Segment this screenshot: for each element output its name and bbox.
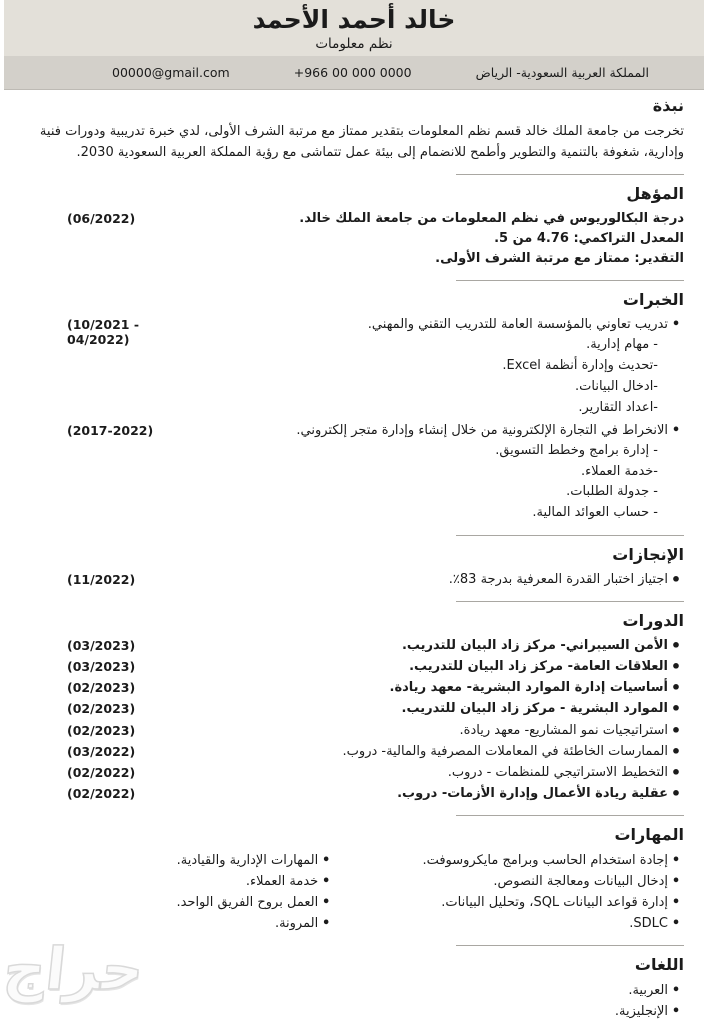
languages-list [24, 980, 684, 1022]
course-text: عقلية ريادة الأعمال وإدارة الأزمات- دروب. [397, 786, 668, 802]
course-item [24, 678, 684, 698]
qualification-grade: التقدير: ممتاز مع مرتبة الشرف الأولى. [435, 251, 684, 267]
courses-title: الدورات [622, 611, 684, 631]
bullet-icon: • [670, 699, 682, 719]
experience-entry [24, 421, 684, 524]
bullet-icon: • [671, 895, 681, 911]
experience-sub: -تحديث وإدارة أنظمة Excel. [502, 358, 658, 374]
list-item-text: إدخال البيانات ومعالجة النصوص. [493, 874, 668, 890]
list-item-text: الإنجليزية. [614, 1004, 668, 1020]
course-text: أساسيات إدارة الموارد البشرية- معهد ريادة. [389, 680, 668, 696]
experience-sub: - حساب العوائد المالية. [532, 505, 658, 521]
course-item [24, 763, 684, 783]
list-item-text: إدارة قواعد البيانات SQL، وتحليل البيانات. [441, 895, 668, 911]
achievement-item [24, 570, 684, 590]
qualification-title: المؤهل [626, 183, 684, 203]
section-summary [24, 96, 684, 163]
experience-sub: - مهام إدارية. [586, 337, 658, 353]
experience-sub: - جدولة الطلبات. [566, 484, 658, 500]
list-item [24, 1001, 684, 1022]
courses-list [24, 636, 684, 804]
experience-sub: -خدمة العملاء. [581, 463, 658, 479]
person-title: نظم معلومات [315, 35, 393, 52]
bullet-icon: • [671, 983, 681, 999]
person-name: خالد أحمد الأحمد [252, 5, 456, 34]
section-divider [456, 280, 684, 281]
course-date: (02/2023) [67, 701, 136, 717]
course-text: الموارد البشرية - مركز زاد البيان للتدريب. [401, 701, 668, 717]
bullet-icon: • [322, 916, 331, 932]
bullet-icon: • [670, 762, 682, 782]
list-item [24, 850, 334, 871]
course-item [24, 721, 684, 741]
section-languages [24, 955, 684, 1022]
bullet-icon: • [670, 741, 682, 761]
bullet-icon: • [670, 720, 682, 740]
contact-email: 00000@gmail.com [112, 64, 230, 80]
course-item [24, 636, 684, 656]
list-item-text: العمل بروح الفريق الواحد. [176, 895, 319, 911]
course-text: الممارسات الخاطئة في المعاملات المصرفية والمالية- دروب. [342, 743, 668, 759]
course-text: العلاقات العامة- مركز زاد البيان للتدريب. [409, 659, 668, 675]
qualification-degree: درجة البكالوريوس في نظم المعلومات من جامعة الملك خالد. [299, 210, 684, 226]
bullet-icon: • [671, 853, 681, 869]
course-text: التخطيط الاستراتيجي للمنظمات - دروب. [447, 764, 668, 780]
section-qualification [24, 184, 684, 269]
list-item [24, 871, 334, 892]
qualification-gpa: المعدل التراكمي: 4.76 من 5. [494, 230, 684, 246]
languages-title: اللغات [634, 955, 684, 975]
course-date: (02/2023) [67, 722, 136, 738]
list-item-text: العربية. [628, 983, 668, 999]
list-item [334, 850, 684, 871]
list-item-text: إجادة استخدام الحاسب وبرامج مايكروسوفت. [422, 853, 668, 869]
bullet-icon: • [322, 853, 331, 869]
summary-title: نبذة [652, 95, 684, 115]
section-divider [456, 174, 684, 175]
haraj-watermark: حراج [0, 935, 148, 1003]
summary-text: تخرجت من جامعة الملك خالد قسم نظم المعلومات بتقدير ممتاز مع مرتبة الشرف الأولى، لدي خبرة تدريبية ودورات فنية وإدارية، شغوفة بالتنمية والتطوير وأطمح للانضمام إلى بيئة عمل تتماشى مع رؤية المملكة العربية السعودية 2030. [39, 123, 684, 160]
course-date: (02/2023) [67, 680, 136, 696]
section-experience [24, 290, 684, 524]
list-item-text: SDLC. [629, 916, 668, 932]
course-date: (03/2022) [67, 743, 136, 759]
bullet-icon: • [671, 1004, 681, 1020]
list-item [334, 913, 684, 934]
section-divider [456, 945, 684, 946]
skills-columns [24, 850, 684, 934]
bullet-icon: • [670, 678, 682, 698]
bullet-icon: • [322, 895, 331, 911]
skills-column-soft [24, 850, 334, 934]
experience-date: (2017-2022) [67, 422, 154, 438]
list-item [24, 913, 334, 934]
course-text: استراتيجيات نمو المشاريع- معهد ريادة. [459, 722, 668, 738]
course-text: الأمن السيبراني- مركز زاد البيان للتدريب. [401, 638, 668, 654]
skills-title: المهارات [614, 825, 684, 845]
bullet-icon: • [670, 784, 682, 804]
list-item [334, 871, 684, 892]
section-skills [24, 825, 684, 934]
course-item [24, 742, 684, 762]
section-divider [456, 815, 684, 816]
experience-sub: - إدارة برامج وخطط التسويق. [495, 442, 658, 458]
course-date: (02/2022) [67, 764, 136, 780]
section-divider [456, 535, 684, 536]
section-courses [24, 611, 684, 804]
content [4, 90, 704, 1022]
course-item [24, 699, 684, 719]
section-divider [456, 601, 684, 602]
header [4, 0, 704, 56]
bullet-icon: • [670, 636, 682, 656]
bullet-icon: • [671, 874, 681, 890]
course-item [24, 657, 684, 677]
achievement-text: اجتياز اختبار القدرة المعرفية بدرجة 83٪. [448, 571, 668, 587]
list-item [24, 892, 334, 913]
course-date: (03/2023) [67, 638, 136, 654]
qualification-entry [24, 209, 684, 269]
experience-main: الانخراط في التجارة الإلكترونية من خلال إنشاء وإدارة متجر إلكتروني. [296, 422, 668, 438]
experience-main: تدريب تعاوني بالمؤسسة العامة للتدريب التقني والمهني. [367, 317, 668, 333]
bullet-icon: • [322, 874, 331, 890]
contact-location: المملكة العربية السعودية- الرياض [475, 64, 649, 80]
qualification-date: (06/2022) [67, 210, 136, 226]
list-item-text: خدمة العملاء. [245, 874, 319, 890]
contact-phone: +966 00 000 0000 [293, 64, 412, 80]
list-item-text: المهارات الإدارية والقيادية. [176, 853, 319, 869]
list-item [334, 892, 684, 913]
course-date: (02/2022) [67, 786, 136, 802]
experience-title: الخبرات [622, 290, 684, 310]
contact-bar [4, 56, 704, 90]
bullet-icon: • [671, 422, 681, 438]
skills-column-technical [334, 850, 684, 934]
course-item [24, 784, 684, 804]
achievements-title: الإنجازات [612, 544, 684, 564]
experience-date: (10/2021 - 04/2022) [67, 317, 140, 348]
bullet-icon: • [670, 569, 682, 589]
section-achievements [24, 545, 684, 590]
achievement-date: (11/2022) [67, 571, 136, 587]
list-item [24, 980, 684, 1001]
list-item-text: المرونة. [274, 916, 319, 932]
experience-sub: -ادخال البيانات. [575, 379, 658, 394]
experience-entry [24, 315, 684, 418]
bullet-icon: • [671, 916, 681, 932]
bullet-icon: • [671, 317, 681, 333]
experience-sub: -اعداد التقارير. [578, 399, 658, 415]
course-date: (03/2023) [67, 659, 136, 675]
bullet-icon: • [670, 657, 682, 677]
